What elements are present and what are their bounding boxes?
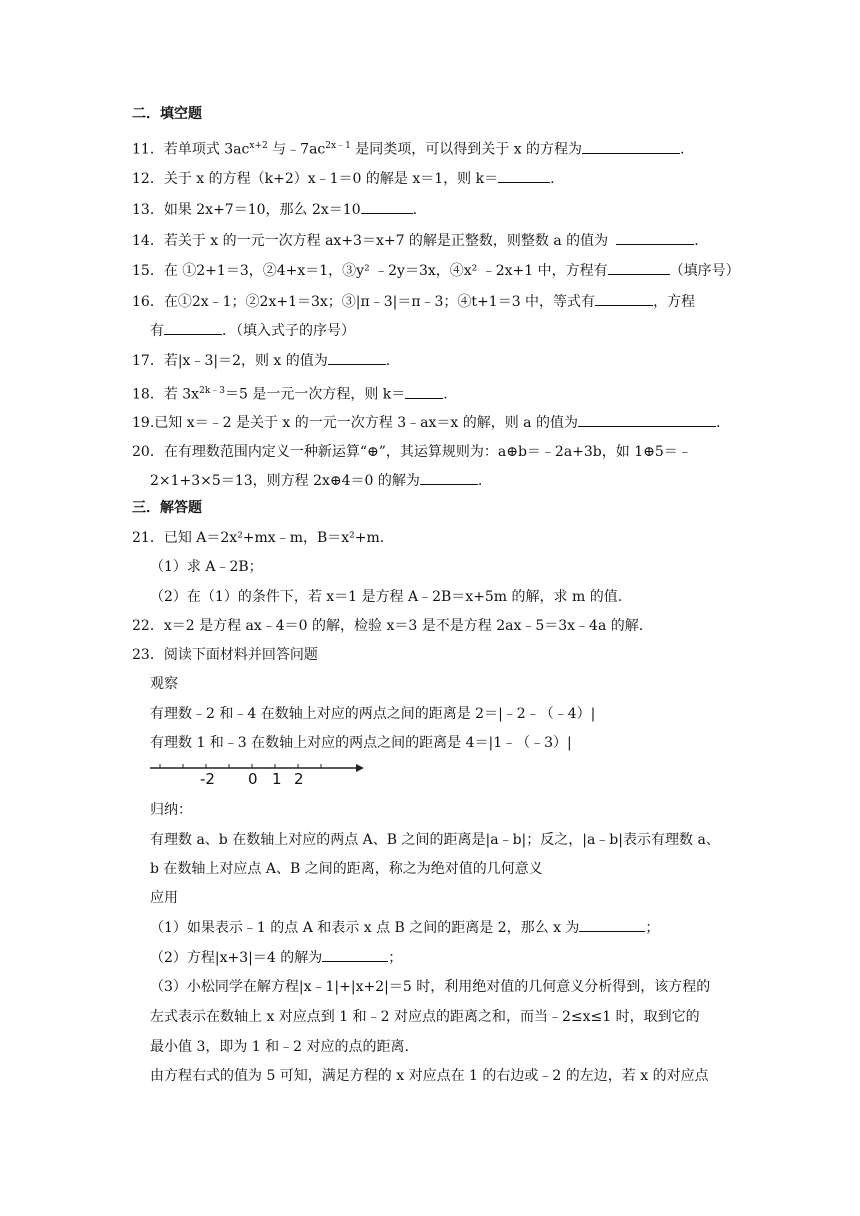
axis-label-1: 1 bbox=[272, 770, 282, 788]
q11-text-b: 与﹣7ac bbox=[267, 141, 326, 158]
q21-text: 已知 A＝2x²+mx﹣m，B＝x²+m. bbox=[163, 530, 385, 546]
q23-part-1-end: ； bbox=[645, 920, 660, 936]
q12-text: 关于 x 的方程（k+2）x﹣1＝0 的解是 x＝1，则 k＝ bbox=[163, 171, 499, 187]
q23-part-1-blank[interactable] bbox=[579, 917, 645, 932]
q23-induce-label: 归纳： bbox=[150, 802, 192, 818]
q16-text-c: 有 bbox=[150, 323, 164, 339]
q13-text: 如果 2x+7＝10，那么 2x＝10 bbox=[163, 202, 361, 218]
axis-label-minus-2: -2 bbox=[200, 770, 215, 788]
q14-answer-blank[interactable] bbox=[616, 230, 694, 245]
question-16-line-1 bbox=[132, 291, 695, 312]
question-17 bbox=[132, 350, 390, 371]
q12-end: . bbox=[550, 171, 555, 187]
question-11 bbox=[132, 136, 685, 160]
q22-number: 22． bbox=[132, 618, 164, 634]
q18-end: . bbox=[443, 386, 448, 403]
q13-answer-blank[interactable] bbox=[361, 199, 413, 214]
axis-label-0: 0 bbox=[248, 770, 258, 788]
q13-end: . bbox=[412, 202, 418, 218]
question-13 bbox=[132, 199, 417, 220]
question-15 bbox=[132, 260, 740, 281]
q17-answer-blank[interactable] bbox=[328, 350, 386, 365]
q20-end: . bbox=[477, 473, 483, 489]
number-line-figure bbox=[148, 758, 368, 798]
question-21 bbox=[132, 528, 384, 548]
q12-answer-blank[interactable] bbox=[498, 168, 550, 183]
q21-number: 21． bbox=[132, 530, 164, 546]
q16-number: 16． bbox=[132, 294, 164, 310]
question-20-line-2 bbox=[150, 470, 482, 491]
question-18 bbox=[132, 381, 448, 405]
q19-answer-blank[interactable] bbox=[578, 412, 716, 427]
q23-part-2-end: ； bbox=[388, 950, 403, 966]
q15-text: 在 ①2+1＝3，②4+x＝1，③y² ﹣2y＝3x，④x² ﹣2x+1 中，方程有 bbox=[163, 263, 608, 279]
q11-answer-blank[interactable] bbox=[582, 139, 680, 154]
q23-induce-line-1: 有理数 a、b 在数轴上对应的两点 A、B 之间的距离是|a﹣b|；反之，|a﹣b|表示有理数 a、 bbox=[150, 832, 720, 848]
q23-part-3-line-1: （3）小松同学在解方程|x﹣1|+|x+2|＝5 时，利用绝对值的几何意义分析得到，该方程的 bbox=[150, 979, 711, 995]
q21-part-1: （1）求 A﹣2B； bbox=[150, 559, 263, 575]
axis-label-2: 2 bbox=[294, 770, 304, 788]
question-22 bbox=[132, 616, 643, 636]
q23-induce-line-2: b 在数轴上对应点 A、B 之间的距离，称之为绝对值的几何意义 bbox=[150, 861, 543, 877]
q14-number: 14． bbox=[132, 233, 164, 249]
q12-number: 12． bbox=[132, 171, 164, 187]
q15-answer-blank[interactable] bbox=[608, 260, 670, 275]
q23-part-2-blank[interactable] bbox=[322, 947, 388, 962]
q17-text: 若|x﹣3|＝2，则 x 的值为 bbox=[163, 353, 328, 369]
q16-end: ．（填入式子的序号） bbox=[222, 323, 355, 339]
q23-part-2-text: （2）方程|x+3|＝4 的解为 bbox=[150, 950, 323, 966]
q11-exponent-1: x+2 bbox=[249, 141, 268, 151]
q13-number: 13． bbox=[132, 202, 164, 218]
q23-observe-line-2: 有理数 1 和﹣3 在数轴上对应的两点之间的距离是 4＝|1﹣（﹣3）| bbox=[150, 735, 572, 751]
q20-text-a: 在有理数范围内定义一种新运算“⊕”，其运算规则为：a⊕b＝﹣2a+3b，如 1⊕5＝﹣ bbox=[163, 444, 692, 460]
q17-number: 17． bbox=[132, 353, 164, 369]
q16-answer-blank-1[interactable] bbox=[595, 291, 653, 306]
q14-end: . bbox=[694, 233, 699, 249]
question-14 bbox=[132, 230, 699, 251]
q22-text: x＝2 是方程 ax﹣4＝0 的解，检验 x＝3 是不是方程 2ax﹣5＝3x﹣4a 的解. bbox=[163, 618, 644, 634]
q11-text-c: 是同类项，可以得到关于 x 的方程为 bbox=[350, 141, 583, 158]
q23-apply-label: 应用 bbox=[150, 890, 178, 906]
q15-number: 15． bbox=[132, 263, 164, 279]
q16-answer-blank-2[interactable] bbox=[164, 320, 222, 335]
q23-part-1-text: （1）如果表示﹣1 的点 A 和表示 x 点 B 之间的距离是 2，那么 x 为 bbox=[150, 920, 580, 936]
q23-number: 23． bbox=[132, 647, 164, 663]
q19-number: 19. bbox=[132, 415, 155, 431]
q23-observe-line-1: 有理数﹣2 和﹣4 在数轴上对应的两点之间的距离是 2＝|﹣2﹣（﹣4）| bbox=[150, 706, 596, 722]
q17-end: . bbox=[385, 353, 391, 369]
q19-end: . bbox=[715, 415, 721, 431]
q23-part-2 bbox=[150, 947, 402, 968]
q11-text-a: 若单项式 3ac bbox=[163, 141, 250, 158]
q18-text-a: 若 3x bbox=[163, 386, 200, 403]
q11-exponent-2: 2x﹣1 bbox=[325, 141, 351, 151]
q18-number: 18． bbox=[132, 386, 164, 403]
q23-part-3-line-4: 由方程右式的值为 5 可知，满足方程的 x 对应点在 1 的右边或﹣2 的左边，若 x 的对应点 bbox=[150, 1068, 709, 1084]
q20-number: 20． bbox=[132, 444, 164, 460]
question-20-line-1 bbox=[132, 442, 692, 462]
q14-text: 若关于 x 的一元一次方程 ax+3＝x+7 的解是正整数，则整数 a 的值为 bbox=[163, 233, 609, 249]
q23-observe-label: 观察 bbox=[150, 676, 178, 692]
section-fill-blank-title: 二．填空题 bbox=[132, 106, 202, 122]
section-answer-title: 三．解答题 bbox=[132, 500, 202, 516]
q23-text: 阅读下面材料并回答问题 bbox=[163, 647, 318, 663]
q16-text-a: 在①2x﹣1；②2x+1＝3x；③|π﹣3|＝π﹣3；④t+1＝3 中，等式有 bbox=[163, 294, 596, 310]
q23-part-3-line-2: 左式表示在数轴上 x 对应点到 1 和﹣2 对应点的距离之和，而当﹣2≤x≤1 时，取到它的 bbox=[150, 1009, 700, 1025]
q11-end: . bbox=[680, 141, 685, 158]
q11-number: 11． bbox=[132, 141, 164, 158]
q23-part-3-line-3: 最小值 3，即为 1 和﹣2 对应的点的距离. bbox=[150, 1039, 409, 1055]
question-19 bbox=[132, 412, 720, 433]
question-23 bbox=[132, 645, 318, 665]
q19-text: 已知 x＝﹣2 是关于 x 的一元一次方程 3﹣ax＝x 的解，则 a 的值为 bbox=[154, 415, 578, 431]
q16-text-b: ，方程 bbox=[653, 294, 696, 310]
q18-answer-blank[interactable] bbox=[405, 384, 443, 399]
q18-text-b: ＝5 是一元一次方程，则 k＝ bbox=[225, 386, 406, 403]
question-16-line-2 bbox=[150, 320, 355, 341]
q20-answer-blank[interactable] bbox=[420, 470, 478, 485]
q21-part-2: （2）在（1）的条件下，若 x＝1 是方程 A﹣2B＝x+5m 的解，求 m 的值. bbox=[150, 589, 623, 605]
q20-text-b: 2×1+3×5＝13，则方程 2x⊕4＝0 的解为 bbox=[150, 473, 420, 489]
q23-part-1 bbox=[150, 917, 659, 938]
q15-end: （填序号） bbox=[669, 263, 740, 279]
question-12 bbox=[132, 168, 555, 189]
q18-exponent: 2k﹣3 bbox=[199, 386, 225, 396]
